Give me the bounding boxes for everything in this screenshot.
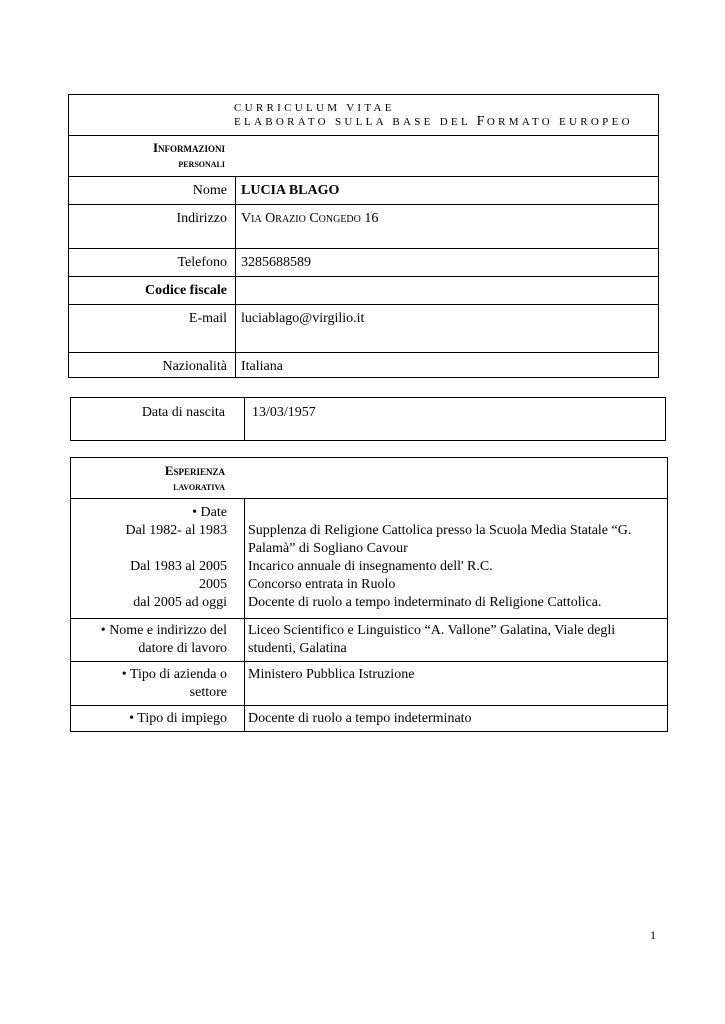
work-experience-box: [70, 457, 668, 732]
date-label: • Date: [192, 505, 227, 520]
sector-label: [71, 666, 227, 702]
date-line-3: Dal 1983 al 2005: [130, 559, 227, 574]
field-value-nome: LUCIA BLAGO: [241, 183, 340, 198]
employer-value-line2: studenti, Galatina: [248, 641, 347, 656]
employer-value: [248, 622, 615, 658]
experience-row-employer: [71, 618, 667, 661]
field-row-codice-fiscale: [69, 276, 658, 304]
field-value-nazionalita: Italiana: [241, 359, 283, 374]
section-row-personal: [69, 135, 658, 176]
experience-row-dates: [71, 498, 667, 618]
column-divider: [235, 353, 236, 378]
column-divider: [235, 249, 236, 276]
column-divider: [244, 706, 245, 732]
column-divider: [235, 277, 236, 304]
field-label-telefono: Telefono: [177, 255, 227, 270]
employer-label: [71, 622, 227, 658]
section-title-personal-line1: Informazioni: [152, 140, 225, 155]
column-divider: [244, 398, 245, 440]
field-row-nazionalita: [69, 352, 658, 378]
description-line-5: Docente di ruolo a tempo indeterminato di Religione Cattolica.: [248, 595, 602, 610]
description-line-1: Supplenza di Religione Cattolica presso la Scuola Media Statale “G.: [248, 523, 632, 538]
field-label-email: E-mail: [188, 311, 227, 326]
cv-subtitle-part1: ELABORATO SULLA BASE DEL: [234, 116, 477, 128]
cv-subtitle-cap: F: [476, 114, 487, 129]
field-row-email: [69, 304, 658, 352]
section-title-personal: [69, 139, 225, 173]
date-line-2: [71, 540, 227, 558]
experience-row-sector: [71, 661, 667, 705]
date-line-1: Dal 1982- al 1983: [125, 523, 227, 538]
field-value-telefono: 3285688589: [241, 255, 311, 270]
experience-description: [248, 522, 631, 612]
experience-dates-label: [71, 504, 227, 612]
field-label-nome: Nome: [192, 183, 227, 198]
section-title-personal-line2: personali: [178, 158, 225, 170]
column-divider: [244, 662, 245, 705]
employer-label-line2: datore di lavoro: [138, 641, 227, 656]
date-line-5: dal 2005 ad oggi: [133, 595, 227, 610]
column-divider: [235, 177, 236, 204]
employer-label-line1: • Nome e indirizzo del: [100, 623, 227, 638]
section-title-experience-line2: lavorativa: [173, 481, 225, 493]
column-divider: [235, 305, 236, 352]
sector-label-line2: settore: [189, 685, 227, 700]
field-label-codice-fiscale: Codice fiscale: [144, 283, 227, 298]
cv-title: CURRICULUM VITAE: [234, 102, 395, 114]
description-line-3: Incarico annuale di insegnamento dell' R.C.: [248, 559, 493, 574]
field-value-data-di-nascita: 13/03/1957: [252, 405, 316, 420]
experience-row-job-type: [71, 705, 667, 732]
description-line-4: Concorso entrata in Ruolo: [248, 577, 396, 592]
page-number: 1: [650, 928, 656, 942]
job-type-value: Docente di ruolo a tempo indeterminato: [248, 711, 472, 726]
field-label-nazionalita: Nazionalità: [162, 359, 227, 374]
field-row-telefono: [69, 248, 658, 276]
job-type-label: • Tipo di impiego: [129, 711, 227, 726]
sector-value: Ministero Pubblica Istruzione: [248, 667, 415, 682]
personal-info-box: [68, 94, 659, 378]
section-title-experience-line1: Esperienza: [164, 463, 225, 478]
cv-subtitle-part2: ORMATO EUROPEO: [486, 116, 633, 128]
field-value-email: luciablago@virgilio.it: [241, 311, 365, 326]
column-divider: [235, 205, 236, 248]
field-label-indirizzo: Indirizzo: [176, 211, 227, 226]
section-title-experience: [71, 462, 225, 496]
employer-value-line1: Liceo Scientifico e Linguistico “A. Vallone” Galatina, Viale degli: [248, 623, 616, 638]
field-value-indirizzo: Via Orazio Congedo 16: [241, 211, 379, 226]
date-line-4: 2005: [199, 577, 227, 592]
column-divider: [244, 619, 245, 661]
field-row-nome: [69, 176, 658, 204]
sector-label-line1: • Tipo di azienda o: [121, 667, 227, 682]
description-line-2: Palamà” di Sogliano Cavour: [248, 541, 408, 556]
field-label-data-di-nascita: Data di nascita: [141, 405, 225, 420]
birth-date-box: [70, 397, 666, 441]
cv-subtitle: [234, 115, 633, 129]
field-row-indirizzo: [69, 204, 658, 248]
column-divider: [244, 499, 245, 618]
